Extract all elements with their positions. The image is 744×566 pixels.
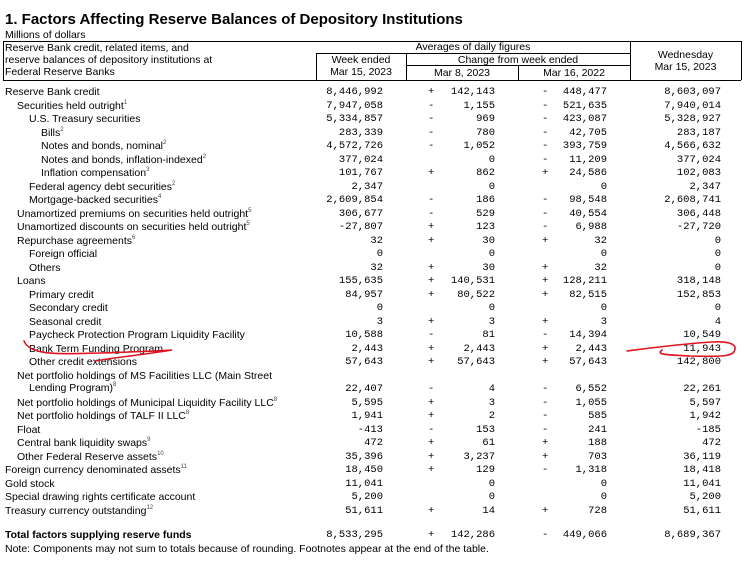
cell-week: 18,450 bbox=[345, 464, 383, 476]
footnote-marker: 9 bbox=[147, 437, 151, 443]
cell-change1: 123 bbox=[476, 221, 495, 233]
footnote-marker: 10 bbox=[157, 450, 164, 457]
header-left-line3: Federal Reserve Banks bbox=[5, 66, 115, 78]
table-title: 1. Factors Affecting Reserve Balances of Depository Institutions bbox=[5, 11, 463, 28]
footnote-marker: 2 bbox=[172, 180, 176, 187]
cell-week: 472 bbox=[364, 437, 383, 449]
row-label: U.S. Treasury securities bbox=[29, 113, 141, 125]
cell-sign1: + bbox=[428, 464, 435, 476]
cell-sign2: - bbox=[542, 113, 549, 125]
cell-week: 51,611 bbox=[345, 504, 383, 517]
cell-week: 10,588 bbox=[345, 329, 383, 341]
row-label: Inflation compensation$^3$ bbox=[41, 167, 150, 179]
cell-change2: 40,554 bbox=[569, 207, 607, 220]
cell-week: 101,767 bbox=[338, 167, 383, 179]
cell-week: 32 bbox=[370, 261, 383, 274]
cell-wednesday: 22,261 bbox=[683, 382, 721, 395]
cell-change2: 585 bbox=[588, 410, 607, 422]
row-label: Primary credit bbox=[29, 288, 94, 301]
table-row bbox=[0, 275, 744, 289]
table-row bbox=[0, 100, 744, 114]
cell-wednesday: 7,940,014 bbox=[664, 99, 721, 112]
row-label: Bank Term Funding Program bbox=[29, 342, 164, 355]
cell-week: 8,446,992 bbox=[326, 86, 383, 98]
cell-sign2: - bbox=[542, 410, 549, 422]
cell-wednesday: 377,024 bbox=[676, 153, 721, 166]
footnote-marker: 8 bbox=[185, 410, 190, 416]
cell-wednesday: 318,148 bbox=[676, 275, 721, 287]
table-row bbox=[0, 437, 744, 451]
cell-wednesday: 2,347 bbox=[689, 180, 721, 193]
cell-sign2: + bbox=[542, 234, 549, 247]
row-label: Notes and bonds, nominal$^2$ bbox=[41, 140, 167, 152]
cell-wednesday: 5,328,927 bbox=[664, 113, 721, 125]
table-row bbox=[0, 181, 744, 195]
cell-change1: 1,155 bbox=[463, 99, 495, 112]
row-label: Bills$^2$ bbox=[41, 126, 64, 139]
table-row bbox=[0, 424, 744, 438]
cell-sign1: - bbox=[428, 113, 435, 125]
header-left-line1: Reserve Bank credit, related items, and bbox=[5, 42, 189, 54]
cell-wednesday: 142,800 bbox=[676, 356, 721, 368]
cell-week: 283,339 bbox=[338, 126, 383, 139]
cell-change1: 30 bbox=[482, 234, 495, 247]
cell-change2: 0 bbox=[600, 477, 607, 490]
header-change-col2: Mar 16, 2022 bbox=[543, 67, 605, 79]
header-wednesday: Wednesday bbox=[657, 49, 714, 61]
cell-change1: 0 bbox=[488, 302, 495, 314]
cell-sign2: + bbox=[542, 275, 549, 287]
cell-change1: 30 bbox=[482, 261, 495, 274]
table-header bbox=[3, 41, 741, 81]
cell-change1: 529 bbox=[476, 207, 495, 220]
footnote-marker: 11 bbox=[180, 464, 187, 470]
header-week-ended-date: Mar 15, 2023 bbox=[330, 66, 392, 78]
cell-sign1: + bbox=[428, 356, 435, 368]
footnote-marker: 4 bbox=[157, 194, 162, 200]
table-row bbox=[0, 167, 744, 181]
cell-sign2: + bbox=[542, 437, 549, 449]
footnote-marker: 5 bbox=[246, 221, 250, 227]
row-label: Unamortized discounts on securities held outright$^5$ bbox=[17, 221, 250, 233]
row-label: Foreign currency denominated assets$^{11}$ bbox=[5, 464, 187, 476]
total-row bbox=[0, 529, 744, 543]
cell-wednesday: 0 bbox=[714, 261, 721, 274]
table-row bbox=[0, 208, 744, 222]
table-row bbox=[0, 491, 744, 505]
cell-change2: 14,394 bbox=[569, 329, 607, 341]
table-row bbox=[0, 302, 744, 316]
cell-change1: 0 bbox=[488, 153, 495, 166]
cell-change1: 969 bbox=[476, 113, 495, 125]
footnote-marker: 2 bbox=[60, 126, 64, 133]
row-label: Other credit extensions bbox=[29, 356, 137, 368]
cell-sign1: + bbox=[428, 396, 435, 409]
cell-week: 5,200 bbox=[351, 491, 383, 503]
cell-wednesday: 472 bbox=[702, 437, 721, 449]
cell-sign2: - bbox=[542, 99, 549, 112]
cell-week: -413 bbox=[357, 423, 383, 436]
cell-change1: 2,443 bbox=[463, 342, 495, 355]
cell-change1: 3 bbox=[488, 396, 495, 409]
cell-change1: 81 bbox=[482, 329, 495, 341]
cell-sign2: - bbox=[542, 207, 549, 220]
cell-sign2: - bbox=[542, 396, 549, 409]
cell-week: 84,957 bbox=[345, 288, 383, 301]
cell-wednesday: 306,448 bbox=[676, 207, 721, 220]
cell-wednesday: 102,083 bbox=[676, 167, 721, 179]
cell-wednesday: 2,608,741 bbox=[664, 194, 721, 206]
cell-change1: 142,143 bbox=[450, 86, 495, 98]
row-label: Net portfolio holdings of Municipal Liquidity Facility LLC$^8$ bbox=[17, 396, 278, 409]
footnote-marker: 12 bbox=[146, 504, 154, 511]
cell-change2: 728 bbox=[588, 504, 607, 517]
cell-sign2: - bbox=[542, 221, 549, 233]
cell-change1: 186 bbox=[476, 194, 495, 206]
footnote-marker: 2 bbox=[202, 153, 207, 160]
cell-week: 5,334,857 bbox=[326, 113, 383, 125]
cell-week: 1,941 bbox=[351, 410, 383, 422]
header-wednesday-date: Mar 15, 2023 bbox=[654, 61, 717, 73]
table-row bbox=[0, 329, 744, 343]
table-row bbox=[0, 464, 744, 478]
cell-sign1: + bbox=[428, 437, 435, 449]
cell-week: 22,407 bbox=[345, 382, 383, 395]
cell-sign1: + bbox=[428, 342, 435, 355]
cell-week: 5,595 bbox=[351, 396, 383, 409]
cell-week: 155,635 bbox=[338, 275, 383, 287]
table-row bbox=[0, 140, 744, 154]
cell-change2: 241 bbox=[588, 423, 607, 436]
cell-sign2: - bbox=[542, 423, 549, 436]
cell-week: 7,947,058 bbox=[326, 99, 383, 112]
cell-sign2: + bbox=[542, 450, 549, 463]
cell-week: 32 bbox=[370, 234, 383, 247]
cell-change2: 42,705 bbox=[569, 126, 607, 139]
header-change-col1: Mar 8, 2023 bbox=[433, 67, 491, 79]
cell-sign1: + bbox=[428, 529, 435, 541]
cell-wednesday: 51,611 bbox=[683, 504, 721, 517]
cell-sign1: + bbox=[428, 167, 435, 179]
table-row bbox=[0, 505, 744, 519]
cell-wednesday: 8,689,367 bbox=[664, 529, 721, 541]
cell-wednesday: 10,549 bbox=[683, 329, 721, 341]
cell-week: 0 bbox=[376, 248, 383, 260]
row-label: Secondary credit bbox=[29, 302, 108, 314]
cell-week: 8,533,295 bbox=[326, 529, 383, 541]
cell-week: 57,643 bbox=[345, 356, 383, 368]
cell-sign2: + bbox=[542, 315, 549, 328]
table-row bbox=[0, 478, 744, 492]
row-label: Notes and bonds, inflation-indexed$^2$ bbox=[41, 153, 207, 166]
cell-change1: 0 bbox=[488, 248, 495, 260]
cell-sign1: - bbox=[428, 207, 435, 220]
cell-wednesday: 0 bbox=[714, 234, 721, 247]
table-row bbox=[0, 343, 744, 357]
cell-week: 35,396 bbox=[345, 450, 383, 463]
cell-sign1: + bbox=[428, 288, 435, 301]
header-week-ended: Week ended bbox=[331, 54, 391, 66]
table-row bbox=[0, 397, 744, 411]
footnote-marker: 1 bbox=[123, 99, 128, 106]
row-label: Mortgage-backed securities$^4$ bbox=[29, 194, 162, 206]
cell-sign1: + bbox=[428, 221, 435, 233]
cell-change2: 32 bbox=[594, 261, 607, 274]
cell-wednesday: 1,942 bbox=[689, 410, 721, 422]
cell-sign1: - bbox=[428, 382, 435, 395]
cell-wednesday: 0 bbox=[714, 248, 721, 260]
row-label: Seasonal credit bbox=[29, 315, 102, 328]
cell-change1: 4 bbox=[488, 382, 495, 395]
cell-change1: 14 bbox=[482, 504, 495, 517]
cell-wednesday: 11,041 bbox=[683, 477, 721, 490]
cell-change2: 448,477 bbox=[562, 86, 607, 98]
cell-change2: 188 bbox=[588, 437, 607, 449]
cell-change2: 2,443 bbox=[575, 342, 607, 355]
cell-change2: 521,635 bbox=[562, 99, 607, 112]
header-change: Change from week ended bbox=[457, 54, 579, 66]
cell-change1: 1,052 bbox=[463, 140, 495, 152]
cell-wednesday: 4 bbox=[714, 315, 721, 328]
cell-sign2: - bbox=[542, 529, 549, 541]
row-label: Other Federal Reserve assets$^{10}$ bbox=[17, 450, 164, 463]
cell-change1: 129 bbox=[476, 464, 495, 476]
table-row bbox=[0, 113, 744, 127]
row-label: Loans bbox=[17, 275, 46, 287]
cell-sign1: + bbox=[428, 275, 435, 287]
cell-sign1: + bbox=[428, 261, 435, 274]
cell-sign2: + bbox=[542, 356, 549, 368]
cell-sign1: + bbox=[428, 504, 435, 517]
cell-change2: 1,318 bbox=[575, 464, 607, 476]
cell-week: 0 bbox=[376, 302, 383, 314]
header-averages: Averages of daily figures bbox=[415, 41, 531, 53]
row-label: Float bbox=[17, 423, 41, 436]
cell-sign2: - bbox=[542, 464, 549, 476]
cell-wednesday: 8,603,097 bbox=[664, 86, 721, 98]
cell-sign2: + bbox=[542, 288, 549, 301]
cell-sign1: + bbox=[428, 315, 435, 328]
footnote-marker: 5 bbox=[248, 207, 252, 214]
row-label: Unamortized premiums on securities held outright$^5$ bbox=[17, 207, 252, 220]
footnote-marker: 2 bbox=[163, 140, 167, 146]
cell-sign1: - bbox=[428, 423, 435, 436]
table-row bbox=[0, 370, 744, 396]
cell-sign2: - bbox=[542, 126, 549, 139]
cell-change1: 0 bbox=[488, 491, 495, 503]
cell-change2: 423,087 bbox=[562, 113, 607, 125]
cell-sign1: + bbox=[428, 450, 435, 463]
cell-change2: 6,988 bbox=[575, 221, 607, 233]
cell-sign1: - bbox=[428, 329, 435, 341]
row-label: Foreign official bbox=[29, 248, 98, 260]
cell-wednesday: 18,418 bbox=[683, 464, 721, 476]
cell-sign2: - bbox=[542, 153, 549, 166]
cell-change2: 128,211 bbox=[562, 275, 607, 287]
cell-change2: 393,759 bbox=[562, 140, 607, 152]
table-row bbox=[0, 221, 744, 235]
cell-change2: 703 bbox=[588, 450, 607, 463]
cell-change2: 0 bbox=[600, 180, 607, 193]
cell-change2: 0 bbox=[600, 248, 607, 260]
cell-wednesday: -27,720 bbox=[676, 221, 721, 233]
table-row bbox=[0, 154, 744, 168]
cell-week: 377,024 bbox=[338, 153, 383, 166]
row-label: Central bank liquidity swaps$^9$ bbox=[17, 437, 151, 449]
row-label: Gold stock bbox=[5, 477, 55, 490]
cell-week: -27,807 bbox=[338, 221, 383, 233]
table-row bbox=[0, 356, 744, 370]
cell-week: 2,443 bbox=[351, 342, 383, 355]
cell-change1: 80,522 bbox=[457, 288, 495, 301]
cell-change1: 153 bbox=[476, 423, 495, 436]
table-row bbox=[0, 194, 744, 208]
cell-change2: 32 bbox=[594, 234, 607, 247]
cell-sign2: + bbox=[542, 504, 549, 517]
cell-wednesday: 0 bbox=[714, 302, 721, 314]
footnote-marker: 6 bbox=[131, 234, 136, 241]
cell-sign1: + bbox=[428, 86, 435, 98]
table-row bbox=[0, 262, 744, 276]
row-label: Net portfolio holdings of TALF II LLC$^8$ bbox=[17, 410, 190, 422]
cell-change2: 0 bbox=[600, 302, 607, 314]
cell-week: 4,572,726 bbox=[326, 140, 383, 152]
cell-sign1: - bbox=[428, 194, 435, 206]
footnote-marker: 8 bbox=[273, 396, 278, 403]
cell-sign2: - bbox=[542, 194, 549, 206]
cell-week: 11,041 bbox=[345, 477, 383, 490]
table-note: Note: Components may not sum to totals because of rounding. Footnotes appear at the end of the table. bbox=[5, 543, 489, 555]
cell-sign2: + bbox=[542, 261, 549, 274]
table-units: Millions of dollars bbox=[5, 29, 86, 41]
table-row bbox=[0, 235, 744, 249]
table-row bbox=[0, 316, 744, 330]
cell-change1: 140,531 bbox=[450, 275, 495, 287]
cell-sign1: - bbox=[428, 99, 435, 112]
cell-week: 2,347 bbox=[351, 180, 383, 193]
cell-sign1: + bbox=[428, 410, 435, 422]
cell-change2: 0 bbox=[600, 491, 607, 503]
row-label: Net portfolio holdings of MS Facilities LLC (Main Street Lending Program)$^8$ bbox=[17, 369, 273, 394]
row-label: Treasury currency outstanding$^{12}$ bbox=[5, 504, 154, 517]
table-row bbox=[0, 248, 744, 262]
cell-wednesday: 11,943 bbox=[683, 342, 721, 355]
cell-change2: 6,552 bbox=[575, 382, 607, 395]
cell-wednesday: 5,200 bbox=[689, 491, 721, 503]
row-label: Special drawing rights certificate account bbox=[5, 491, 196, 503]
cell-wednesday: 152,853 bbox=[676, 288, 721, 301]
cell-week: 306,677 bbox=[338, 207, 383, 220]
cell-change1: 862 bbox=[476, 167, 495, 179]
cell-change1: 142,286 bbox=[450, 529, 495, 541]
cell-change1: 3,237 bbox=[463, 450, 495, 463]
cell-change2: 24,586 bbox=[569, 167, 607, 179]
cell-sign1: + bbox=[428, 234, 435, 247]
cell-wednesday: 36,119 bbox=[683, 450, 721, 463]
cell-change2: 11,209 bbox=[569, 153, 607, 166]
row-label: Repurchase agreements$^6$ bbox=[17, 234, 136, 247]
table-row bbox=[0, 451, 744, 465]
cell-change1: 61 bbox=[482, 437, 495, 449]
cell-change1: 0 bbox=[488, 477, 495, 490]
row-label: Securities held outright$^1$ bbox=[17, 99, 128, 112]
cell-week: 2,609,854 bbox=[326, 194, 383, 206]
cell-change2: 449,066 bbox=[562, 529, 607, 541]
cell-week: 3 bbox=[376, 315, 383, 328]
cell-change1: 3 bbox=[488, 315, 495, 328]
footnote-marker: 3 bbox=[146, 167, 150, 173]
table-row bbox=[0, 86, 744, 100]
cell-change2: 3 bbox=[600, 315, 607, 328]
row-label: Reserve Bank credit bbox=[5, 86, 100, 98]
header-left-line2: reserve balances of depository institutions at bbox=[5, 54, 213, 66]
cell-sign2: + bbox=[542, 167, 549, 179]
cell-change1: 57,643 bbox=[457, 356, 495, 368]
cell-change2: 82,515 bbox=[569, 288, 607, 301]
cell-change2: 1,055 bbox=[575, 396, 607, 409]
row-label: Paycheck Protection Program Liquidity Facility bbox=[29, 329, 245, 341]
row-label: Others bbox=[29, 261, 61, 274]
cell-change2: 57,643 bbox=[569, 356, 607, 368]
cell-wednesday: 283,187 bbox=[676, 126, 721, 139]
cell-change1: 2 bbox=[488, 410, 495, 422]
table-row bbox=[0, 127, 744, 141]
row-label: Federal agency debt securities$^2$ bbox=[29, 180, 176, 193]
row-label: Total factors supplying reserve funds bbox=[5, 529, 192, 541]
cell-change2: 98,548 bbox=[569, 194, 607, 206]
cell-sign2: + bbox=[542, 342, 549, 355]
cell-sign2: - bbox=[542, 140, 549, 152]
cell-wednesday: -185 bbox=[695, 423, 721, 436]
cell-sign1: - bbox=[428, 140, 435, 152]
table-row bbox=[0, 410, 744, 424]
cell-sign2: - bbox=[542, 382, 549, 395]
table-row bbox=[0, 289, 744, 303]
cell-sign1: - bbox=[428, 126, 435, 139]
cell-sign2: - bbox=[542, 329, 549, 341]
cell-change1: 0 bbox=[488, 180, 495, 193]
cell-sign2: - bbox=[542, 86, 549, 98]
footnote-marker: 8 bbox=[113, 382, 117, 388]
cell-wednesday: 4,566,632 bbox=[664, 140, 721, 152]
cell-change1: 780 bbox=[476, 126, 495, 139]
cell-wednesday: 5,597 bbox=[689, 396, 721, 409]
